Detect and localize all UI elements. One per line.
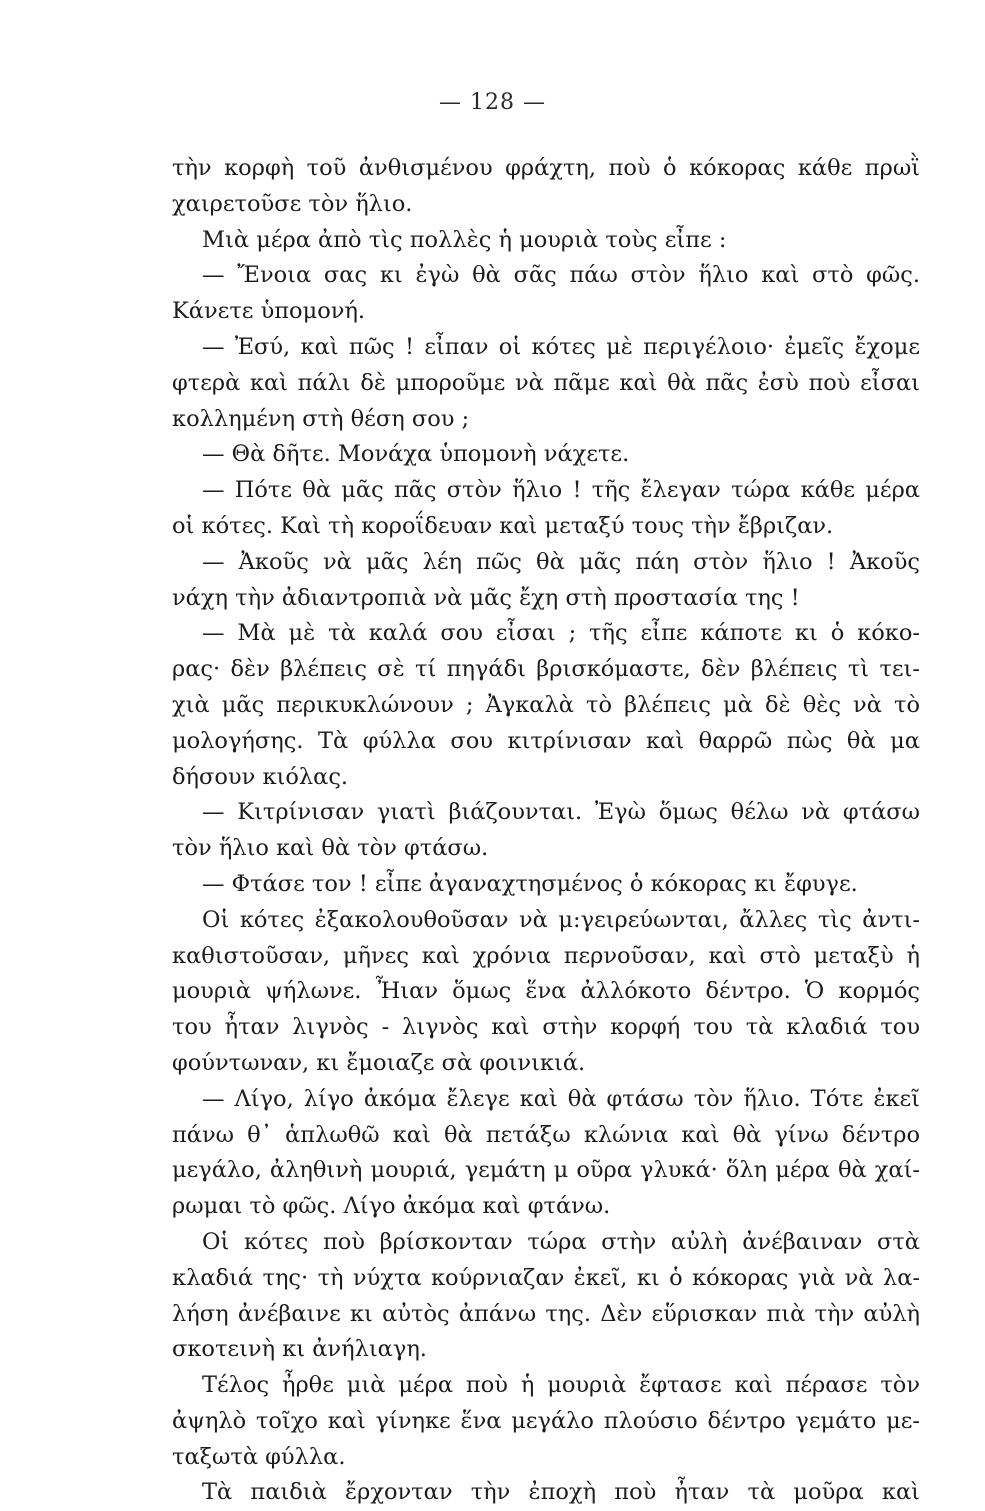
text-line: χιὰ μᾶς περικυκλώνουν ; Ἀγκαλὰ τὸ βλέπεις μὰ δὲ θὲς νὰ τὸ <box>172 691 920 718</box>
text-line: — Θὰ δῆτε. Μονάχα ὑπομονὴ νάχετε. <box>202 441 630 468</box>
text-line: δήσουν κιόλας. <box>172 763 349 790</box>
text-line: φούντωναν, κι ἔμοιαζε σὰ φοινικιά. <box>172 1049 586 1076</box>
text-line: κολλημένη στὴ θέση σου ; <box>172 405 470 432</box>
text-line: Τὰ παιδιὰ ἔρχονταν τὴν ἐποχὴ ποὺ ἦταν τὰ μοῦρα καὶ <box>202 1479 920 1506</box>
text-line: Μιὰ μέρα ἀπὸ τὶς πολλὲς ἡ μουριὰ τοὺς εἶπε : <box>202 226 727 253</box>
text-line: τὸν ἥλιο καὶ θὰ τὸν φτάσω. <box>172 835 489 862</box>
text-line: νάχη τὴν ἀδιαντροπιὰ νὰ μᾶς ἔχη στὴ προστασία της ! <box>172 584 800 611</box>
text-line: — Ἐσύ, καὶ πῶς ! εἶπαν οἱ κότες μὲ περιγέλοιο· ἐμεῖς ἔχομε <box>202 333 920 360</box>
text-line: Κάνετε ὑπομονή. <box>172 298 366 325</box>
text-line: ρωμαι τὸ φῶς. Λίγο ἀκόμα καὶ φτάνω. <box>172 1193 611 1220</box>
text-line: μεγάλο, ἀληθινὴ μουριά, γεμάτη μ οῦρα γλυκά· ὅλη μέρα θὰ χαί- <box>172 1157 920 1184</box>
text-line: ταξωτὰ φύλλα. <box>172 1443 346 1470</box>
text-line: πάνω θ᾽ ἁπλωθῶ καὶ θὰ πετάξω κλώνια καὶ θὰ γίνω δέντρο <box>172 1121 920 1148</box>
text-line: φτερὰ καὶ πάλι δὲ μποροῦμε νὰ πᾶμε καὶ θὰ πᾶς ἐσὺ ποὺ εἶσαι <box>172 369 920 396</box>
text-line: — Φτάσε τον ! εἶπε ἀγαναχτησμένος ὁ κόκορας κι ἔφυγε. <box>202 870 858 897</box>
text-line: ἀψηλὸ τοῖχο καὶ γίνηκε ἕνα μεγάλο πλούσιο δέντρο γεμάτο με- <box>172 1407 920 1434</box>
text-line: Τέλος ἦρθε μιὰ μέρα ποὺ ἡ μουριὰ ἔφτασε καὶ πέρασε τὸν <box>202 1372 920 1399</box>
text-line: σκοτεινὴ κι ἀνήλιαγη. <box>172 1336 427 1363</box>
text-line: οἱ κότες. Καὶ τὴ κοροΐδευαν καὶ μεταξύ τους τὴν ἔβριζαν. <box>172 512 834 539</box>
page-number: — 128 — <box>439 90 546 115</box>
text-line: — Πότε θὰ μᾶς πᾶς στὸν ἥλιο ! τῆς ἔλεγαν τώρα κάθε μέρα <box>202 477 920 504</box>
text-line: μολογήσης. Τὰ φύλλα σου κιτρίνισαν καὶ θαρρῶ πὼς θὰ μα <box>172 727 920 754</box>
text-line: χαιρετοῦσε τὸν ἥλιο. <box>172 190 413 217</box>
text-line: — Κιτρίνισαν γιατὶ βιάζουνται. Ἐγὼ ὅμως θέλω νὰ φτάσω <box>202 799 920 826</box>
text-line: λήση ἀνέβαινε κι αὐτὸς ἀπάνω της. Δὲν εὕρισκαν πιὰ τὴν αὐλὴ <box>172 1300 920 1327</box>
text-line: — Μὰ μὲ τὰ καλά σου εἶσαι ; τῆς εἶπε κάποτε κι ὁ κόκο- <box>202 620 920 647</box>
text-line: καθιστοῦσαν, μῆνες καὶ χρόνια περνοῦσαν, καὶ στὸ μεταξὺ ἡ <box>172 942 920 969</box>
text-line: — Ἀκοῦς νὰ μᾶς λέη πῶς θὰ μᾶς πάη στὸν ἥλιο ! Ἀκοῦς <box>202 548 920 575</box>
text-line: μουριὰ ψήλωνε. Ἦιαν ὅμως ἕνα ἀλλόκοτο δέντρο. Ὁ κορμός <box>172 978 920 1005</box>
text-line: τὴν κορφὴ τοῦ ἀνθισμένου φράχτη, ποὺ ὁ κόκορας κάθε πρωῒ <box>172 155 920 181</box>
text-line: — Ἔνοια σας κι ἐγὼ θὰ σᾶς πάω στὸν ἥλιο καὶ στὸ φῶς. <box>202 262 920 289</box>
text-line: Οἱ κότες ποὺ βρίσκονταν τώρα στὴν αὐλὴ ἀνέβαιναν στὰ <box>202 1228 920 1255</box>
text-line: κλαδιά της· τὴ νύχτα κούρνιαζαν ἐκεῖ, κι ὁ κόκορας γιὰ νὰ λα- <box>172 1264 920 1291</box>
body-text <box>172 151 920 1511</box>
text-line: — Λίγο, λίγο ἀκόμα ἔλεγε καὶ θὰ φτάσω τὸν ἥλιο. Τότε ἐκεῖ <box>202 1085 920 1112</box>
text-line: του ἦταν λιγνὸς - λιγνὸς καὶ στὴν κορφή του τὰ κλαδιά του <box>172 1014 920 1041</box>
text-line: ρας· δὲν βλέπεις σὲ τί πηγάδι βρισκόμαστε, δὲν βλέπεις τὶ τει- <box>172 656 920 683</box>
text-line: Οἱ κότες ἐξακολουθοῦσαν νὰ μ:γειρεύωνται, ἄλλες τὶς ἀντι- <box>202 906 920 933</box>
